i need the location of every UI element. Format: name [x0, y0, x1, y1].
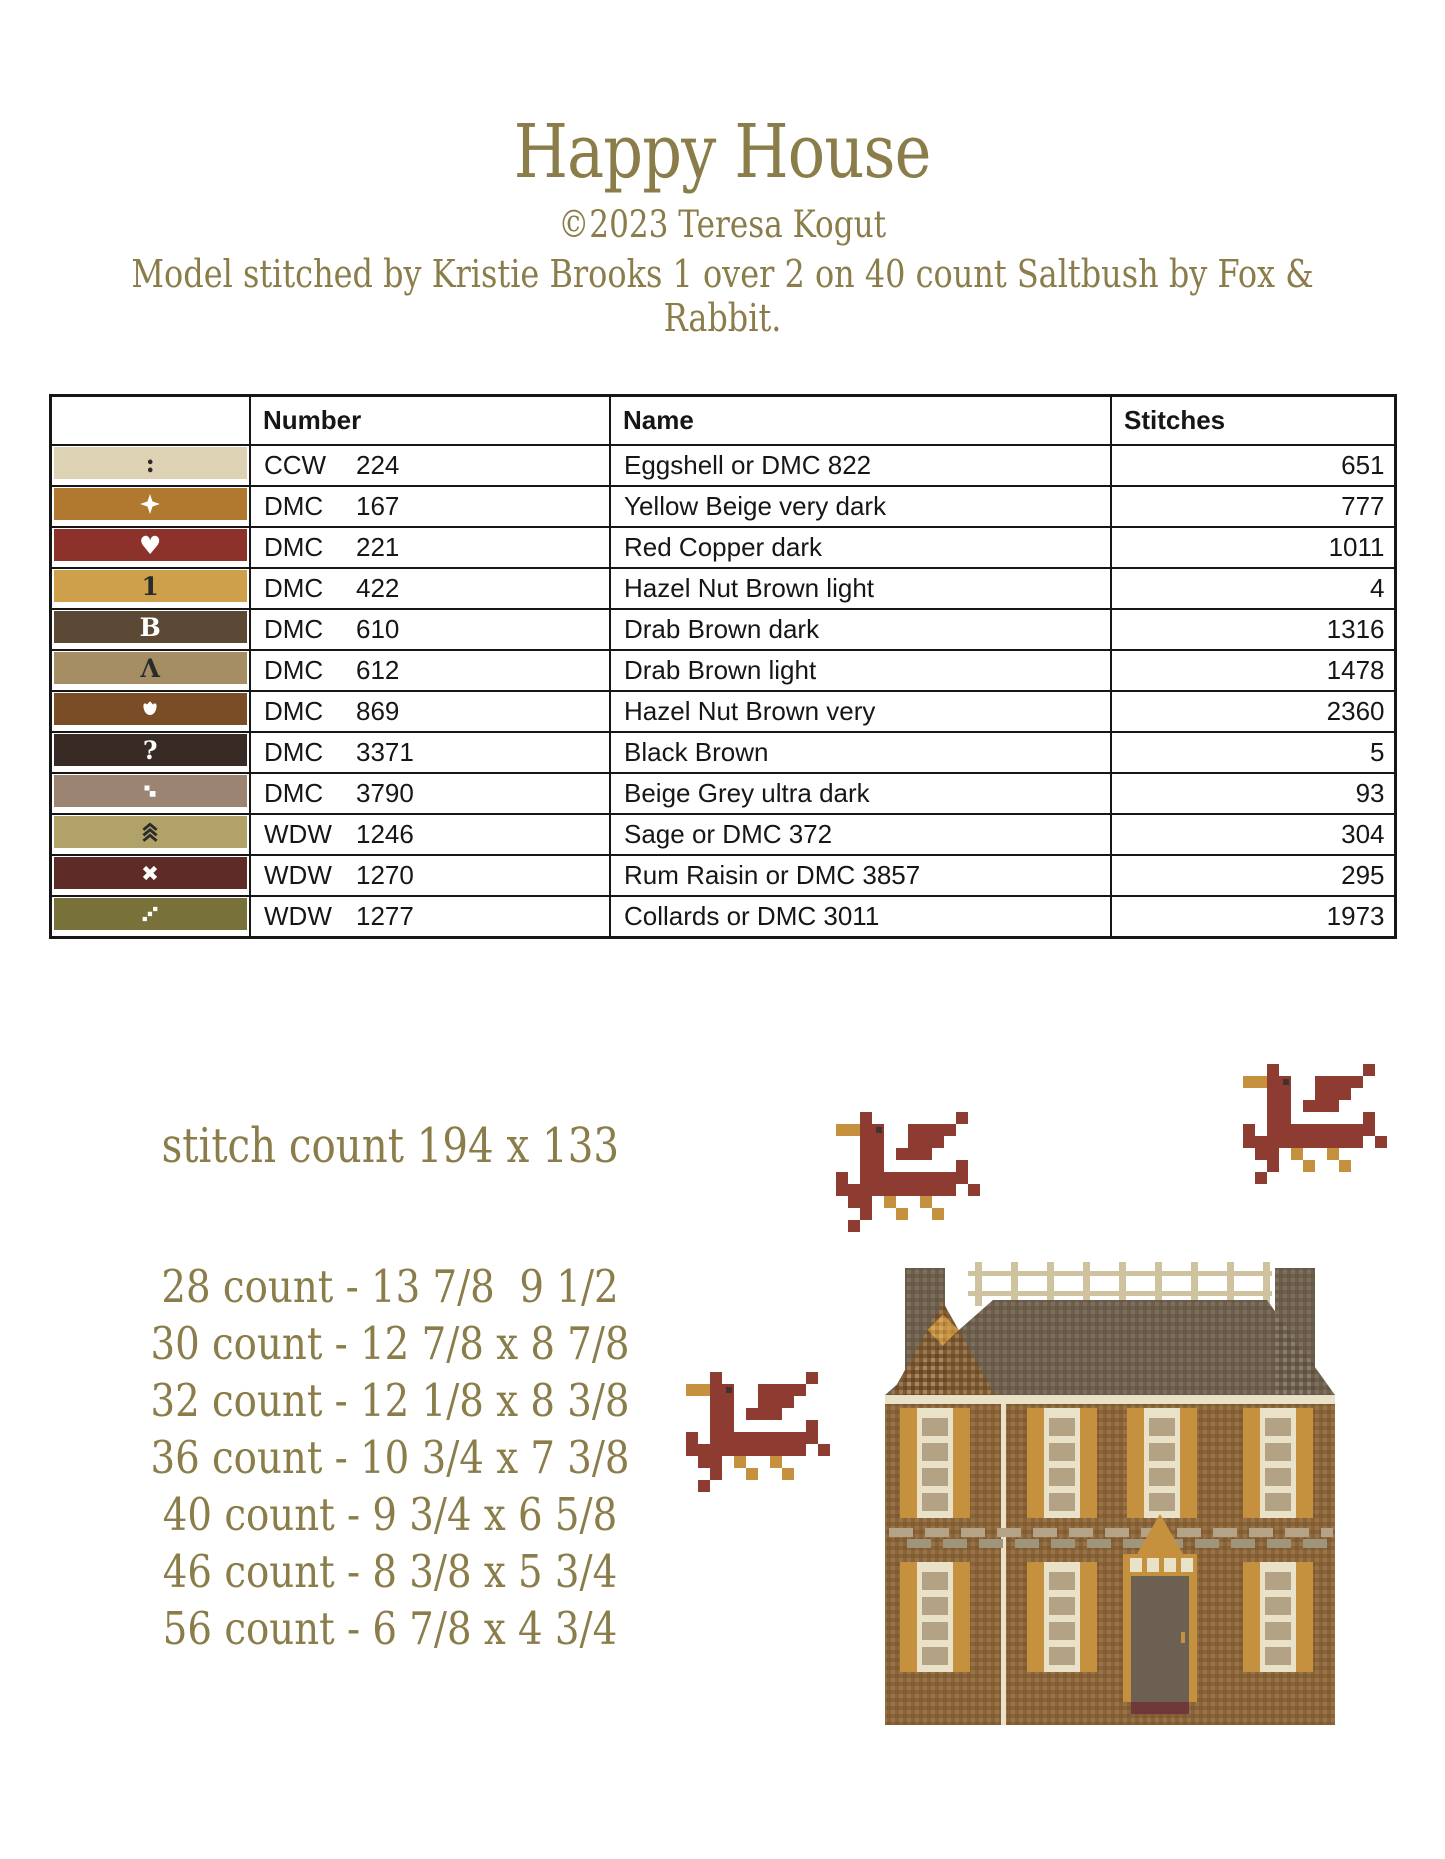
stitches-column-header: Stitches: [1111, 396, 1395, 446]
name-column-header: Name: [610, 396, 1111, 446]
house-motif: [875, 1262, 1345, 1725]
thread-brand: DMC: [264, 614, 324, 645]
color-swatch: [54, 652, 248, 684]
thread-number-cell: [250, 527, 610, 568]
color-swatch: [54, 816, 248, 848]
model-line-wrap: [0, 246, 1445, 340]
thread-number-cell: [250, 773, 610, 814]
color-swatch: [54, 775, 248, 807]
table-row: [50, 773, 1395, 814]
color-swatch: [54, 529, 248, 561]
stitch-count-cell: 1973: [1111, 896, 1395, 938]
color-swatch-cell: [50, 609, 250, 650]
thread-code: 167: [356, 491, 400, 522]
thread-brand: CCW: [264, 450, 327, 481]
thread-code: 224: [356, 450, 400, 481]
thread-name-cell: Black Brown: [610, 732, 1111, 773]
thread-brand: DMC: [264, 737, 324, 768]
stitch-count-cell: 93: [1111, 773, 1395, 814]
thread-number-cell: [250, 568, 610, 609]
wall-seam: [1001, 1404, 1006, 1725]
size-line: 40 count - 9 3/4 x 6 5/8: [162, 1488, 618, 1541]
triple-chevron-symbol: [139, 821, 161, 843]
colon-symbol: :: [145, 448, 155, 478]
table-row: [50, 445, 1395, 486]
color-swatch-cell: [50, 650, 250, 691]
size-line: 46 count - 8 3/8 x 5 3/4: [162, 1545, 618, 1598]
thread-palette-table: [49, 394, 1397, 939]
thread-brand: DMC: [264, 573, 324, 604]
tulip-symbol: [139, 698, 161, 720]
thread-code: 3790: [356, 778, 414, 809]
bird-motif: [1243, 1064, 1387, 1189]
size-line: 30 count - 12 7/8 x 8 7/8: [150, 1317, 630, 1370]
thread-code: 221: [356, 532, 400, 563]
thread-number-cell: [250, 609, 610, 650]
thread-code: 1277: [356, 901, 414, 932]
thread-brand: DMC: [264, 532, 324, 563]
stitch-count-cell: 5: [1111, 732, 1395, 773]
model-stitched-line: Model stitched by Kristie Brooks 1 over 2 on 40 count Saltbush by Fox & Rabbit.: [131, 252, 1314, 341]
thread-code: 422: [356, 573, 400, 604]
thread-code: 1270: [356, 860, 414, 891]
roof-railing: [968, 1262, 1272, 1306]
symbol-column-header: [50, 396, 250, 446]
stitch-count-cell: 1011: [1111, 527, 1395, 568]
thread-code: 1246: [356, 819, 414, 850]
table-row: [50, 814, 1395, 855]
thread-name-cell: Drab Brown dark: [610, 609, 1111, 650]
number-column-header: Number: [250, 396, 610, 446]
stitch-count-cell: 777: [1111, 486, 1395, 527]
thread-number-cell: [250, 650, 610, 691]
thread-name-cell: Drab Brown light: [610, 650, 1111, 691]
color-swatch-cell: [50, 732, 250, 773]
bird-motif: [686, 1372, 830, 1497]
thread-number-cell: [250, 855, 610, 896]
table-row: [50, 609, 1395, 650]
thread-name-cell: Hazel Nut Brown light: [610, 568, 1111, 609]
one-symbol: 1: [141, 571, 159, 601]
table-header: [50, 396, 1395, 446]
palette-table-body: [50, 445, 1395, 938]
thread-brand: DMC: [264, 696, 324, 727]
thread-brand: WDW: [264, 901, 332, 932]
thread-number-cell: [250, 814, 610, 855]
thread-number-cell: [250, 445, 610, 486]
bird-motif: [836, 1112, 980, 1237]
thread-code: 612: [356, 655, 400, 686]
color-swatch-cell: [50, 527, 250, 568]
table-row: [50, 650, 1395, 691]
size-line: 56 count - 6 7/8 x 4 3/4: [162, 1602, 618, 1655]
thread-number-cell: [250, 486, 610, 527]
thread-brand: DMC: [264, 655, 324, 686]
table-row: [50, 732, 1395, 773]
table-row: [50, 691, 1395, 732]
eave-trim: [885, 1395, 1335, 1404]
thread-code: 869: [356, 696, 400, 727]
thread-brand: DMC: [264, 778, 324, 809]
color-swatch-cell: [50, 568, 250, 609]
thread-number-cell: [250, 896, 610, 938]
size-line: 32 count - 12 1/8 x 8 3/8: [150, 1374, 630, 1427]
color-swatch: [54, 488, 248, 520]
four-point-star-symbol: [139, 493, 161, 515]
color-swatch-cell: [50, 855, 250, 896]
stitch-count-cell: 2360: [1111, 691, 1395, 732]
color-swatch: [54, 570, 248, 602]
table-row: [50, 568, 1395, 609]
thread-name-cell: Red Copper dark: [610, 527, 1111, 568]
stitch-count-cell: 304: [1111, 814, 1395, 855]
color-swatch: [54, 734, 248, 766]
stitch-count-cell: 295: [1111, 855, 1395, 896]
table-row: [50, 855, 1395, 896]
thread-name-cell: Sage or DMC 372: [610, 814, 1111, 855]
color-swatch-cell: [50, 486, 250, 527]
table-row: [50, 527, 1395, 568]
size-line: 28 count - 13 7/8 9 1/2: [161, 1260, 619, 1313]
page-title-wrap: [0, 109, 1445, 195]
thread-number-cell: [250, 732, 610, 773]
diagonal-dots-symbol: [139, 903, 161, 925]
table-row: [50, 486, 1395, 527]
thread-code: 3371: [356, 737, 414, 768]
caret-symbol: Λ: [140, 653, 160, 683]
thread-name-cell: Collards or DMC 3011: [610, 896, 1111, 938]
color-swatch-cell: [50, 445, 250, 486]
color-swatch-cell: [50, 691, 250, 732]
question-mark-symbol: ?: [142, 735, 158, 765]
color-swatch: [54, 611, 248, 643]
thread-brand: WDW: [264, 819, 332, 850]
color-swatch-cell: [50, 773, 250, 814]
color-swatch-cell: [50, 896, 250, 938]
color-swatch: [54, 693, 248, 725]
thread-name-cell: Eggshell or DMC 822: [610, 445, 1111, 486]
thread-name-cell: Rum Raisin or DMC 3857: [610, 855, 1111, 896]
copyright-wrap: [0, 193, 1445, 246]
table-row: [50, 896, 1395, 938]
thread-name-cell: Beige Grey ultra dark: [610, 773, 1111, 814]
letter-b-symbol: B: [139, 612, 161, 642]
thread-name-cell: Hazel Nut Brown very: [610, 691, 1111, 732]
stitch-count-cell: 1316: [1111, 609, 1395, 650]
two-squares-symbol: [139, 780, 161, 802]
page-title: Happy House: [514, 109, 931, 195]
thread-code: 610: [356, 614, 400, 645]
heart-symbol: ♥: [139, 530, 162, 560]
color-swatch: [54, 447, 248, 479]
stitch-count-text: stitch count 194 x 133: [161, 1118, 619, 1174]
stitch-count-cell: 1478: [1111, 650, 1395, 691]
size-line: 36 count - 10 3/4 x 7 3/8: [150, 1431, 630, 1484]
thread-number-cell: [250, 691, 610, 732]
stitch-count-heading: [90, 1118, 690, 1174]
color-swatch: [54, 898, 248, 930]
color-swatch-cell: [50, 814, 250, 855]
stitch-count-cell: 4: [1111, 568, 1395, 609]
sizes-list: [70, 1258, 710, 1657]
color-swatch: [54, 857, 248, 889]
thread-brand: DMC: [264, 491, 324, 522]
copyright-line: ©2023 Teresa Kogut: [558, 203, 887, 247]
thread-name-cell: Yellow Beige very dark: [610, 486, 1111, 527]
cross-x-symbol: [139, 862, 161, 884]
stitch-count-cell: 651: [1111, 445, 1395, 486]
thread-brand: WDW: [264, 860, 332, 891]
page-header: [0, 0, 1445, 340]
